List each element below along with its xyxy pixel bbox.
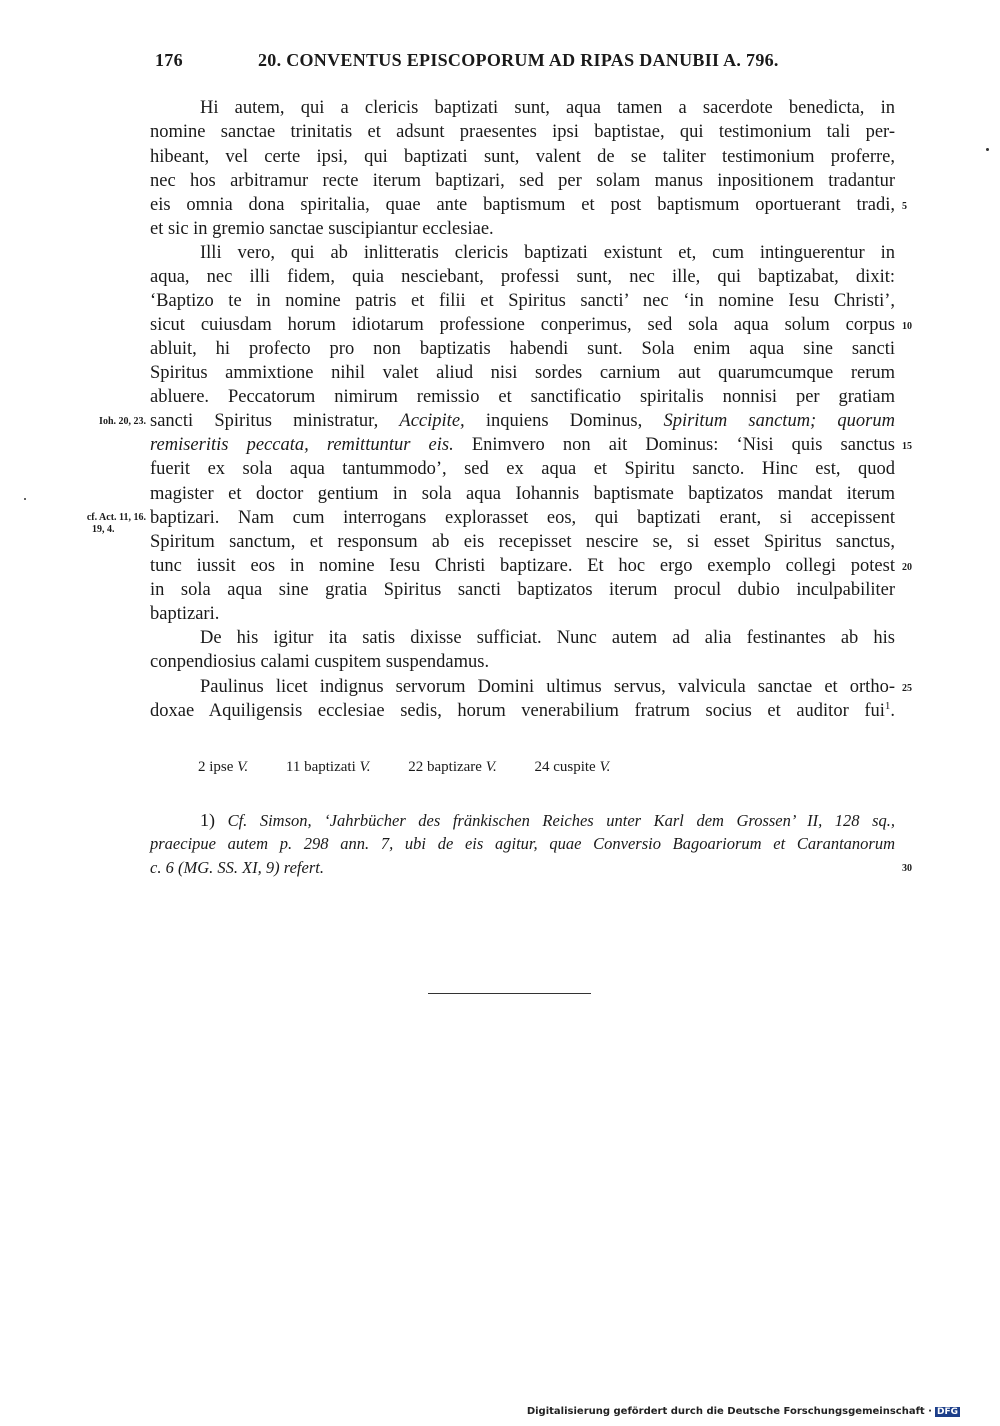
running-title: 20. CONVENTUS EPISCOPORUM AD RIPAS DANUBII A. 796. bbox=[258, 50, 779, 70]
text-line bbox=[150, 409, 895, 433]
footnote-line: c. 6 (MG. SS. XI, 9) refert. bbox=[150, 858, 324, 877]
text-line: baptizari. Nam cum interrogans explorasset eos, qui baptizati erant, si accepissent bbox=[150, 508, 895, 528]
page-number: 176 bbox=[155, 50, 183, 70]
text-line: et sic in gremio sanctae suscipiantur ecclesiae. bbox=[150, 219, 494, 239]
variant-entry: 22 baptizare V. bbox=[408, 759, 497, 775]
text-line: eis omnia dona spiritalia, quae ante baptismum et post baptismum oportuerant tradi, bbox=[150, 195, 895, 215]
scan-speck bbox=[24, 498, 26, 500]
text-line: Spiritum sanctum, et responsum ab eis recepisset nescire se, si esset Spiritus sanctus, bbox=[150, 532, 895, 552]
text-segment: . bbox=[890, 701, 895, 721]
text-line: abluit, hi profecto pro non baptizatis habendi sunt. Sola enim aqua sine sancti bbox=[150, 339, 895, 359]
line-number: 5 bbox=[902, 201, 907, 212]
text-line bbox=[150, 433, 895, 457]
text-line: fuerit ex sola aqua tantummodo’, sed ex aqua et Spiritu sancto. Hinc est, quod bbox=[150, 459, 895, 479]
margin-citation: Ioh. 20, 23. bbox=[99, 416, 146, 427]
line-number: 15 bbox=[902, 441, 912, 452]
text-segment: sancti Spiritus ministratur, bbox=[150, 411, 400, 431]
footnote-reference: 1 bbox=[884, 699, 891, 712]
text-line: De his igitur ita satis dixisse sufficiat. Nunc autem ad alia festinantes ab his bbox=[200, 628, 895, 648]
dfg-logo: DFG bbox=[936, 1407, 958, 1417]
text-line: Spiritus ammixtione nihil valet aliud nisi sordes carnium aut quarumcumque rerum bbox=[150, 363, 895, 383]
end-rule bbox=[428, 993, 591, 994]
footnote-line: praecipue autem p. 298 ann. 7, ubi de eis agitur, quae Conversio Bagoariorum et Carantanorum bbox=[150, 834, 895, 853]
text-line: in sola aqua sine gratia Spiritus sancti baptizatos iterum procul dubio inculpabiliter bbox=[150, 580, 895, 600]
margin-citation bbox=[48, 512, 146, 536]
margin-citation-line: 19, 4. bbox=[92, 524, 115, 535]
running-header bbox=[150, 50, 900, 78]
variant-entry: 24 cuspite V. bbox=[534, 759, 611, 775]
scripture-quote: Accipite, bbox=[399, 411, 465, 431]
line-number: 10 bbox=[902, 321, 912, 332]
text-line: nomine sanctae trinitatis et adsunt praesentes ipsi baptistae, qui testimonium tali per- bbox=[150, 122, 895, 142]
text-line: Hi autem, qui a clericis baptizati sunt, aqua tamen a sacerdote benedicta, in bbox=[200, 98, 895, 118]
line-number: 20 bbox=[902, 562, 912, 573]
line-number: 25 bbox=[902, 683, 912, 694]
text-line bbox=[150, 699, 895, 723]
text-segment: Enimvero non ait Dominus: ‘Nisi quis sanctus bbox=[453, 435, 895, 455]
text-line: aqua, nec illi fidem, quia nesciebant, professi sunt, nec ille, qui baptizabat, dixit: bbox=[150, 267, 895, 287]
text-segment: inquiens Dominus, bbox=[464, 411, 664, 431]
line-number: 30 bbox=[902, 863, 912, 874]
variant-apparatus bbox=[198, 757, 798, 777]
text-line: ‘Baptizo te in nomine patris et filii et Spiritus sancti’ nec ‘in nomine Iesu Christi’, bbox=[150, 291, 895, 311]
text-line: conpendiosius calami cuspitem suspendamus. bbox=[150, 652, 490, 672]
text-line: magister et doctor gentium in sola aqua Iohannis baptismate baptizatos mandat iterum bbox=[150, 484, 895, 504]
text-line: Paulinus licet indignus servorum Domini ultimus servus, valvicula sanctae et ortho- bbox=[200, 677, 895, 697]
digitization-credit: Digitalisierung gefördert durch die Deutsche Forschungsgemeinschaft · DFG bbox=[526, 1406, 958, 1417]
scan-speck bbox=[986, 148, 989, 151]
text-line: baptizari. bbox=[150, 604, 220, 624]
text-line: abluere. Peccatorum nimirum remissio et sanctificatio spiritalis nonnisi per gratiam bbox=[150, 387, 895, 407]
text-line: hibeant, vel certe ipsi, qui baptizati sunt, valent de se taliter testimonium proferre, bbox=[150, 147, 895, 167]
text-line: nec hos arbitramur recte iterum baptizari, sed per solam manus inpositionem tradantur bbox=[150, 171, 895, 191]
text-segment: doxae Aquiligensis ecclesiae sedis, horum venerabilium fratrum socius et auditor fui bbox=[150, 701, 885, 721]
variant-entry: 11 baptizati V. bbox=[285, 759, 371, 775]
scripture-quote: remiseritis peccata, remittuntur eis. bbox=[150, 435, 454, 455]
scripture-quote: Spiritum sanctum; quorum bbox=[663, 411, 895, 431]
text-line: sicut cuiusdam horum idiotarum professione conperimus, sed sola aqua solum corpus bbox=[150, 315, 895, 335]
text-line: tunc iussit eos in nomine Iesu Christi baptizare. Et hoc ergo exemplo collegi potest bbox=[150, 556, 895, 576]
variant-entry: 2 ipse V. bbox=[198, 759, 249, 775]
margin-citation-line: cf. Act. 11, 16. bbox=[86, 512, 146, 523]
footnote-mark: 1) bbox=[200, 810, 215, 830]
footnote-line: 1) Cf. Simson, ‘Jahrbücher des fränkischen Reiches unter Karl dem Grossen’ II, 128 sq., bbox=[200, 810, 895, 830]
text-line: Illi vero, qui ab inlitteratis clericis baptizati existunt et, cum intinguerentur in bbox=[200, 243, 895, 263]
